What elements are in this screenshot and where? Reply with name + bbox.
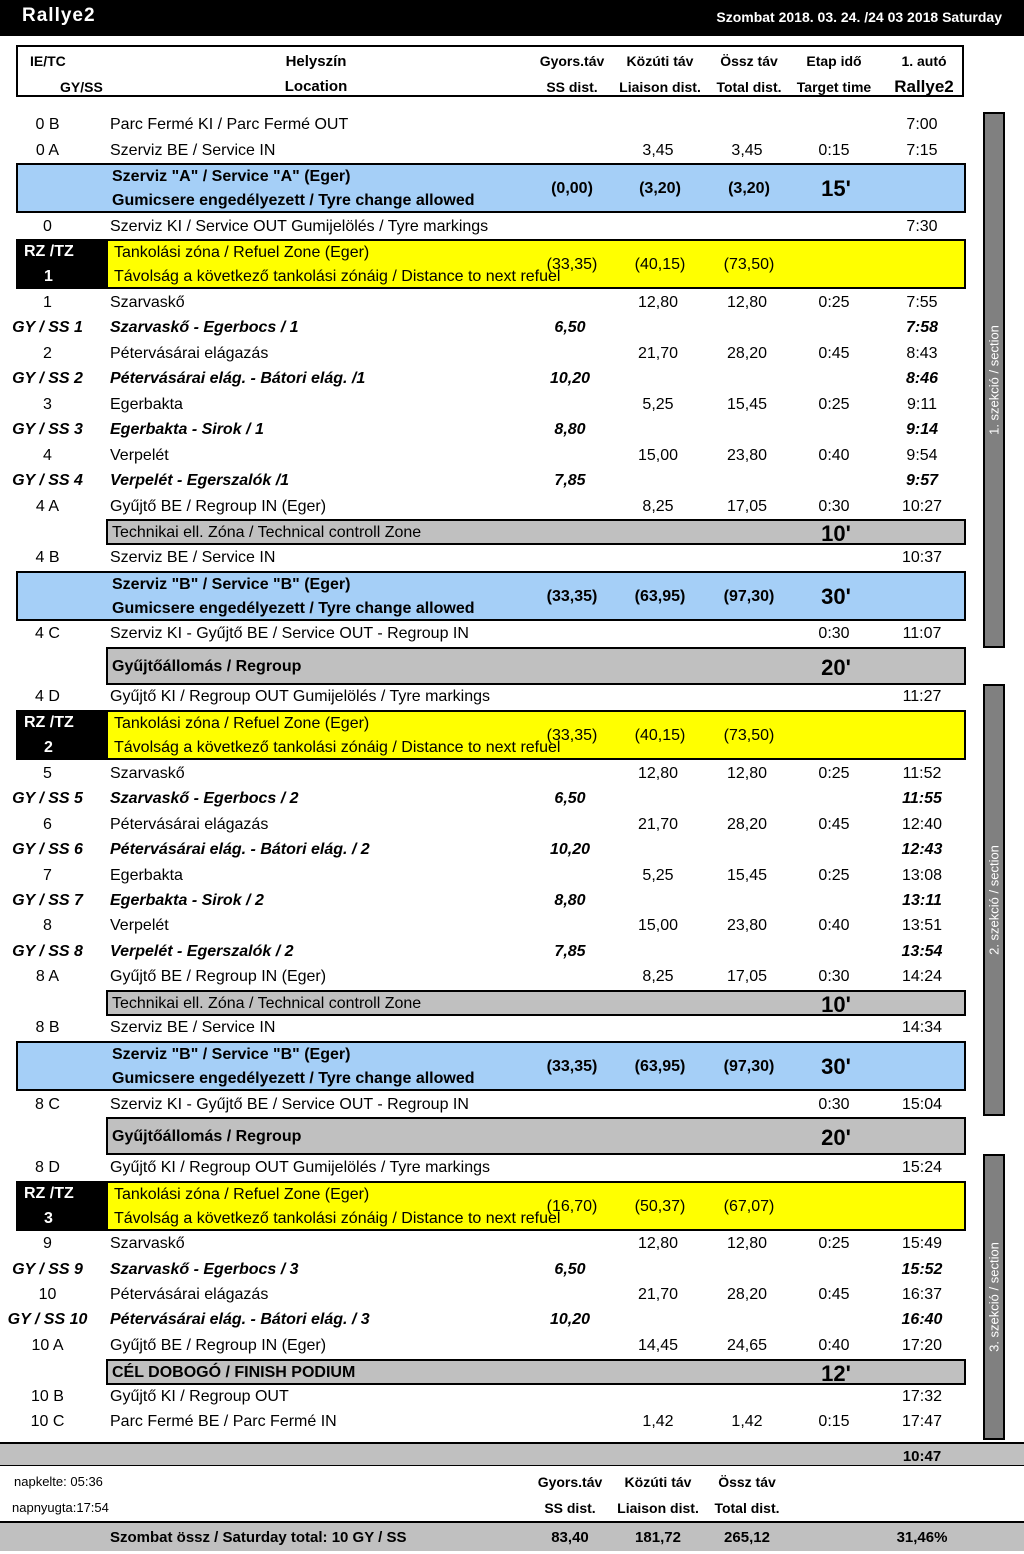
table-row — [0, 495, 1024, 519]
table-row — [0, 864, 1024, 888]
row-liaison-dist: 5,25 — [642, 396, 674, 413]
stage-row — [0, 418, 1024, 442]
saturday-total-ss: 83,40 — [551, 1529, 589, 1546]
service-b2-box — [16, 1041, 966, 1091]
row-car-time: 9:14 — [905, 421, 939, 438]
service-b1-box — [16, 571, 966, 621]
refuel-zone-2-liaison: (40,15) — [634, 727, 686, 744]
row-total-dist: 23,80 — [726, 917, 768, 934]
table-row — [0, 685, 1024, 709]
saturday-total-percent: 31,46% — [896, 1529, 948, 1546]
col-kozuti-hu: Közúti táv — [626, 53, 694, 69]
refuel-zone-3-label — [16, 1181, 106, 1231]
row-location: Gyűjtő BE / Regroup IN (Eger) — [110, 968, 327, 985]
saturday-total-liaison: 181,72 — [635, 1529, 681, 1546]
row-car-time: 7:55 — [906, 294, 938, 311]
row-id: GY / SS 3 — [12, 421, 83, 438]
row-location: Pétervásárai elág. - Bátori elág. /1 — [110, 370, 366, 387]
row-id: GY / SS 2 — [12, 370, 83, 387]
row-car-time: 15:24 — [901, 1159, 943, 1176]
row-location: Szarvaskő — [110, 765, 185, 782]
row-id: 10 C — [30, 1413, 65, 1430]
row-id: 3 — [43, 396, 52, 413]
row-liaison-dist: 21,70 — [637, 345, 679, 362]
service-b1-ss: (33,35) — [546, 588, 598, 605]
row-target-time: 0:25 — [818, 396, 850, 413]
footer-kozuti-en: Liaison dist. — [617, 1500, 699, 1516]
row-target-time: 0:30 — [818, 625, 850, 642]
row-location: Pétervásárai elág. - Bátori elág. / 3 — [110, 1311, 370, 1328]
row-ss-dist: 7,85 — [554, 943, 586, 960]
service-a-ss: (0,00) — [551, 180, 593, 197]
row-car-time: 13:08 — [901, 867, 943, 884]
row-location: Szerviz BE / Service IN — [110, 1019, 276, 1036]
refuel-zone-1-line1: Tankolási zóna / Refuel Zone (Eger) — [114, 244, 370, 261]
refuel-zone-2-label — [16, 710, 106, 760]
row-car-time: 16:40 — [901, 1311, 943, 1328]
table-row — [0, 622, 1024, 646]
row-car-time: 15:04 — [901, 1096, 943, 1113]
service-a-line2: Gumicsere engedélyezett / Tyre change allowed — [112, 192, 475, 209]
row-id: 8 — [43, 917, 52, 934]
row-car-time: 15:52 — [901, 1261, 943, 1278]
row-liaison-dist: 12,80 — [637, 1235, 679, 1252]
stage-row — [0, 367, 1024, 391]
row-liaison-dist: 1,42 — [642, 1413, 674, 1430]
stage-row — [0, 940, 1024, 964]
row-id: 0 B — [35, 116, 60, 133]
table-row — [0, 139, 1024, 163]
row-location: Pétervásárai elágazás — [110, 816, 269, 833]
row-id: 5 — [43, 765, 52, 782]
row-liaison-dist: 8,25 — [642, 498, 674, 515]
row-target-time: 0:25 — [818, 867, 850, 884]
row-target-time: 0:30 — [818, 498, 850, 515]
row-location: Parc Fermé BE / Parc Fermé IN — [110, 1413, 337, 1430]
technical-zone-1-time: 10' — [821, 521, 851, 546]
row-location: Szarvaskő - Egerbocs / 2 — [110, 790, 299, 807]
row-car-time: 12:40 — [901, 816, 943, 833]
row-target-time: 0:45 — [818, 816, 850, 833]
technical-zone-2 — [106, 990, 966, 1016]
refuel-zone-2-line1: Tankolási zóna / Refuel Zone (Eger) — [114, 715, 370, 732]
service-a-liaison: (3,20) — [639, 180, 681, 197]
col-gyss: GY/SS — [60, 79, 103, 95]
row-id: GY / SS 7 — [12, 892, 83, 909]
row-location: Verpelét - Egerszalók /1 — [110, 472, 290, 489]
row-car-time: 15:49 — [901, 1235, 943, 1252]
refuel-zone-2-box — [106, 710, 966, 760]
refuel-zone-3-box — [106, 1181, 966, 1231]
row-liaison-dist: 12,80 — [637, 765, 679, 782]
refuel-zone-3-line1: Tankolási zóna / Refuel Zone (Eger) — [114, 1186, 370, 1203]
row-liaison-dist: 14,45 — [637, 1337, 679, 1354]
row-car-time: 16:37 — [901, 1286, 943, 1303]
row-target-time: 0:40 — [818, 1337, 850, 1354]
saturday-total-bar — [0, 1521, 1024, 1551]
row-target-time: 0:15 — [818, 1413, 850, 1430]
stage-row — [0, 469, 1024, 493]
col-etap-hu: Etap idő — [806, 53, 862, 69]
row-id: 4 — [43, 447, 52, 464]
col-kozuti-en: Liaison dist. — [619, 79, 701, 95]
row-car-time: 8:46 — [905, 370, 939, 387]
row-location: Gyűjtő BE / Regroup IN (Eger) — [110, 498, 327, 515]
regroup-2 — [106, 1117, 966, 1155]
row-liaison-dist: 15,00 — [637, 447, 679, 464]
table-row — [0, 1334, 1024, 1358]
refuel-zone-3-total: (67,07) — [723, 1198, 775, 1215]
saturday-total-distance: 265,12 — [724, 1529, 770, 1546]
technical-zone-1-label: Technikai ell. Zóna / Technical controll Zone — [112, 524, 422, 541]
service-a-line1: Szerviz "A" / Service "A" (Eger) — [112, 168, 351, 185]
col-etap-en: Target time — [796, 79, 872, 95]
finish-podium — [106, 1359, 966, 1385]
footer-ossz-hu: Össz táv — [718, 1474, 776, 1490]
section-2-label: 2. szekció / section — [986, 845, 1002, 955]
row-car-time: 11:07 — [902, 625, 942, 642]
section-2-bar — [983, 684, 1005, 1116]
row-location: Pétervásárai elágazás — [110, 1286, 269, 1303]
row-id: 4 A — [35, 498, 60, 515]
stage-row — [0, 787, 1024, 811]
service-b1-liaison: (63,95) — [634, 588, 686, 605]
table-row — [0, 1385, 1024, 1409]
table-row — [0, 1410, 1024, 1434]
row-id: GY / SS 8 — [12, 943, 83, 960]
row-location: Egerbakta - Sirok / 1 — [110, 421, 264, 438]
refuel-zone-1-total: (73,50) — [723, 256, 775, 273]
regroup-1-label: Gyűjtőállomás / Regroup — [112, 658, 302, 675]
row-car-time: 14:24 — [901, 968, 943, 985]
row-total-dist: 28,20 — [726, 816, 768, 833]
row-location: Egerbakta - Sirok / 2 — [110, 892, 264, 909]
row-car-time: 17:47 — [901, 1413, 943, 1430]
row-total-dist: 17,05 — [726, 498, 768, 515]
refuel-zone-3-liaison: (50,37) — [634, 1198, 686, 1215]
service-a-total: (3,20) — [728, 180, 770, 197]
row-car-time: 13:54 — [901, 943, 943, 960]
service-b1-line1: Szerviz "B" / Service "B" (Eger) — [112, 576, 351, 593]
row-ss-dist: 6,50 — [554, 1261, 586, 1278]
refuel-zone-2-rz: RZ /TZ — [24, 714, 74, 731]
row-total-dist: 28,20 — [726, 345, 768, 362]
title-bar — [0, 0, 1024, 36]
row-total-dist: 12,80 — [726, 765, 768, 782]
regroup-1 — [106, 647, 966, 685]
finish-podium-time: 12' — [821, 1361, 851, 1386]
service-b2-time: 30' — [821, 1054, 851, 1079]
refuel-zone-2-num: 2 — [44, 739, 53, 756]
refuel-zone-3-num: 3 — [44, 1210, 53, 1227]
table-row — [0, 1156, 1024, 1180]
row-car-time: 7:15 — [906, 142, 938, 159]
row-location: Szerviz KI / Service OUT Gumijelölés / Tyre markings — [110, 218, 489, 235]
section-3-bar — [983, 1154, 1005, 1440]
service-b1-total: (97,30) — [723, 588, 775, 605]
col-ietc: IE/TC — [30, 53, 66, 69]
service-b2-total: (97,30) — [723, 1058, 775, 1075]
col-ossz-hu: Össz táv — [720, 53, 778, 69]
row-ss-dist: 8,80 — [554, 892, 586, 909]
row-car-time: 17:20 — [901, 1337, 943, 1354]
section-1-bar — [983, 112, 1005, 648]
row-id: GY / SS 10 — [7, 1311, 88, 1328]
row-total-dist: 28,20 — [726, 1286, 768, 1303]
row-id: 8 A — [35, 968, 60, 985]
column-header — [16, 45, 964, 97]
footer-kozuti-hu: Közúti táv — [624, 1474, 692, 1490]
row-location: Verpelét — [110, 447, 169, 464]
row-total-dist: 12,80 — [726, 294, 768, 311]
total-time: 10:47 — [902, 1448, 942, 1465]
regroup-2-time: 20' — [821, 1125, 851, 1150]
sunrise: napkelte: 05:36 — [14, 1474, 103, 1489]
row-location: Szarvaskő — [110, 294, 185, 311]
col-gyors-en: SS dist. — [546, 79, 598, 95]
row-liaison-dist: 8,25 — [642, 968, 674, 985]
row-total-dist: 1,42 — [731, 1413, 763, 1430]
refuel-zone-3-rz: RZ /TZ — [24, 1185, 74, 1202]
row-location: Gyűjtő KI / Regroup OUT Gumijelölés / Tyre markings — [110, 688, 490, 705]
service-a-box — [16, 163, 966, 213]
row-location: Gyűjtő BE / Regroup IN (Eger) — [110, 1337, 327, 1354]
row-car-time: 10:27 — [901, 498, 943, 515]
rally-title: Rallye2 — [22, 5, 96, 26]
row-id: GY / SS 1 — [12, 319, 83, 336]
row-total-dist: 23,80 — [726, 447, 768, 464]
table-row — [0, 113, 1024, 137]
row-target-time: 0:15 — [818, 142, 850, 159]
row-id: 10 A — [31, 1337, 64, 1354]
row-car-time: 7:00 — [906, 116, 938, 133]
refuel-zone-2-line2: Távolság a következő tankolási zónáig / Distance to next refuel — [114, 739, 561, 756]
row-location: Gyűjtő KI / Regroup OUT Gumijelölés / Tyre markings — [110, 1159, 490, 1176]
row-car-time: 11:27 — [902, 688, 942, 705]
service-b1-time: 30' — [821, 584, 851, 609]
table-row — [0, 1016, 1024, 1040]
table-row — [0, 291, 1024, 315]
row-id: GY / SS 5 — [12, 790, 83, 807]
row-target-time: 0:40 — [818, 447, 850, 464]
row-car-time: 8:43 — [906, 345, 938, 362]
row-id: GY / SS 4 — [12, 472, 83, 489]
row-id: GY / SS 6 — [12, 841, 83, 858]
row-target-time: 0:40 — [818, 917, 850, 934]
refuel-zone-1-label — [16, 239, 106, 289]
row-location: Szerviz KI - Gyűjtő BE / Service OUT - Regroup IN — [110, 1096, 469, 1113]
row-target-time: 0:25 — [818, 294, 850, 311]
row-id: GY / SS 9 — [12, 1261, 83, 1278]
footer-gyors-en: SS dist. — [544, 1500, 596, 1516]
technical-zone-1 — [106, 519, 966, 545]
refuel-zone-1-box — [106, 239, 966, 289]
row-location: Szarvaskő — [110, 1235, 185, 1252]
rally-date: Szombat 2018. 03. 24. /24 03 2018 Saturday — [716, 9, 1002, 25]
table-row — [0, 342, 1024, 366]
row-target-time: 0:30 — [818, 1096, 850, 1113]
row-location: Szerviz KI - Gyűjtő BE / Service OUT - Regroup IN — [110, 625, 469, 642]
refuel-zone-1-line2: Távolság a következő tankolási zónáig / Distance to next refuel — [114, 268, 561, 285]
stage-row — [0, 1308, 1024, 1332]
refuel-zone-3-line2: Távolság a következő tankolási zónáig / Distance to next refuel — [114, 1210, 561, 1227]
regroup-2-label: Gyűjtőállomás / Regroup — [112, 1128, 302, 1145]
row-car-time: 11:55 — [902, 790, 942, 807]
row-ss-dist: 10,20 — [549, 370, 591, 387]
col-gyors-hu: Gyors.táv — [539, 53, 605, 69]
row-ss-dist: 8,80 — [554, 421, 586, 438]
row-id: 7 — [43, 867, 52, 884]
row-id: 2 — [43, 345, 52, 362]
service-b2-line2: Gumicsere engedélyezett / Tyre change allowed — [112, 1070, 475, 1087]
row-car-time: 13:51 — [901, 917, 943, 934]
refuel-zone-2-ss: (33,35) — [546, 727, 598, 744]
regroup-1-time: 20' — [821, 655, 851, 680]
row-total-dist: 24,65 — [726, 1337, 768, 1354]
row-total-dist: 12,80 — [726, 1235, 768, 1252]
row-car-time: 7:58 — [905, 319, 939, 336]
table-row — [0, 393, 1024, 417]
row-target-time: 0:45 — [818, 1286, 850, 1303]
row-id: 9 — [43, 1235, 52, 1252]
row-id: 4 D — [35, 688, 60, 705]
stage-row — [0, 1258, 1024, 1282]
footer-ossz-en: Total dist. — [714, 1500, 780, 1516]
row-target-time: 0:25 — [818, 1235, 850, 1252]
table-row — [0, 1283, 1024, 1307]
row-ss-dist: 10,20 — [549, 841, 591, 858]
row-location: Egerbakta — [110, 396, 183, 413]
row-id: 8 D — [35, 1159, 60, 1176]
stage-row — [0, 889, 1024, 913]
table-row — [0, 546, 1024, 570]
row-car-time: 17:32 — [901, 1388, 943, 1405]
row-liaison-dist: 3,45 — [642, 142, 674, 159]
row-car-time: 10:37 — [901, 549, 943, 566]
section-1-label: 1. szekció / section — [986, 325, 1002, 435]
row-location: Szarvaskő - Egerbocs / 1 — [110, 319, 299, 336]
row-total-dist: 15,45 — [726, 867, 768, 884]
row-id: 8 B — [35, 1019, 60, 1036]
row-location: Szerviz BE / Service IN — [110, 142, 276, 159]
row-location: Gyűjtő KI / Regroup OUT — [110, 1388, 289, 1405]
row-car-time: 13:11 — [902, 892, 942, 909]
row-target-time: 0:25 — [818, 765, 850, 782]
row-location: Egerbakta — [110, 867, 183, 884]
table-row — [0, 444, 1024, 468]
sunset: napnyugta:17:54 — [12, 1500, 109, 1515]
table-row — [0, 813, 1024, 837]
col-auto-hu: 1. autó — [901, 53, 947, 69]
row-car-time: 7:30 — [906, 218, 938, 235]
row-location: Szerviz BE / Service IN — [110, 549, 276, 566]
refuel-zone-1-ss: (33,35) — [546, 256, 598, 273]
row-liaison-dist: 15,00 — [637, 917, 679, 934]
row-liaison-dist: 5,25 — [642, 867, 674, 884]
row-ss-dist: 6,50 — [554, 790, 586, 807]
finish-podium-label: CÉL DOBOGÓ / FINISH PODIUM — [112, 1364, 356, 1381]
row-location: Verpelét — [110, 917, 169, 934]
row-id: 0 A — [35, 142, 60, 159]
row-liaison-dist: 21,70 — [637, 1286, 679, 1303]
row-id: 1 — [43, 294, 52, 311]
row-location: Parc Fermé KI / Parc Fermé OUT — [110, 116, 349, 133]
row-car-time: 9:57 — [905, 472, 939, 489]
row-id: 8 C — [35, 1096, 60, 1113]
row-id: 10 B — [31, 1388, 64, 1405]
row-id: 4 B — [35, 549, 60, 566]
row-ss-dist: 7,85 — [554, 472, 586, 489]
row-location: Szarvaskő - Egerbocs / 3 — [110, 1261, 299, 1278]
row-ss-dist: 10,20 — [549, 1311, 591, 1328]
table-row — [0, 965, 1024, 989]
total-time-bar — [0, 1442, 1024, 1466]
service-b2-line1: Szerviz "B" / Service "B" (Eger) — [112, 1046, 351, 1063]
refuel-zone-1-rz: RZ /TZ — [24, 243, 74, 260]
row-location: Pétervásárai elágazás — [110, 345, 269, 362]
refuel-zone-3-ss: (16,70) — [546, 1198, 598, 1215]
row-total-dist: 17,05 — [726, 968, 768, 985]
row-car-time: 11:52 — [902, 765, 942, 782]
table-row — [0, 914, 1024, 938]
row-id: 4 C — [35, 625, 60, 642]
row-car-time: 9:54 — [906, 447, 938, 464]
row-id: 0 — [43, 218, 52, 235]
row-id: 6 — [43, 816, 52, 833]
col-location: Location — [284, 78, 348, 95]
row-ss-dist: 6,50 — [554, 319, 586, 336]
section-3-label: 3. szekció / section — [986, 1242, 1002, 1352]
saturday-total-label: Szombat össz / Saturday total: 10 GY / SS — [110, 1529, 407, 1546]
table-row — [0, 762, 1024, 786]
footer-gyors-hu: Gyors.táv — [537, 1474, 603, 1490]
refuel-zone-1-num: 1 — [44, 268, 53, 285]
row-total-dist: 15,45 — [726, 396, 768, 413]
col-ossz-en: Total dist. — [716, 79, 782, 95]
service-a-time: 15' — [821, 176, 851, 201]
row-liaison-dist: 21,70 — [637, 816, 679, 833]
row-car-time: 12:43 — [901, 841, 943, 858]
row-car-time: 9:11 — [907, 396, 937, 413]
stage-row — [0, 838, 1024, 862]
row-id: 10 — [38, 1286, 57, 1303]
service-b2-liaison: (63,95) — [634, 1058, 686, 1075]
col-auto-en: Rallye2 — [894, 77, 954, 96]
table-row — [0, 1093, 1024, 1117]
row-target-time: 0:45 — [818, 345, 850, 362]
refuel-zone-2-total: (73,50) — [723, 727, 775, 744]
stage-row — [0, 316, 1024, 340]
service-b2-ss: (33,35) — [546, 1058, 598, 1075]
table-row — [0, 1232, 1024, 1256]
row-liaison-dist: 12,80 — [637, 294, 679, 311]
table-row — [0, 215, 1024, 239]
row-car-time: 14:34 — [901, 1019, 943, 1036]
service-b1-line2: Gumicsere engedélyezett / Tyre change allowed — [112, 600, 475, 617]
row-total-dist: 3,45 — [731, 142, 763, 159]
technical-zone-2-time: 10' — [821, 992, 851, 1017]
col-helyszin: Helyszín — [285, 53, 347, 70]
refuel-zone-1-liaison: (40,15) — [634, 256, 686, 273]
row-location: Verpelét - Egerszalók / 2 — [110, 943, 294, 960]
row-location: Pétervásárai elág. - Bátori elág. / 2 — [110, 841, 370, 858]
technical-zone-2-label: Technikai ell. Zóna / Technical controll Zone — [112, 995, 422, 1012]
row-target-time: 0:30 — [818, 968, 850, 985]
